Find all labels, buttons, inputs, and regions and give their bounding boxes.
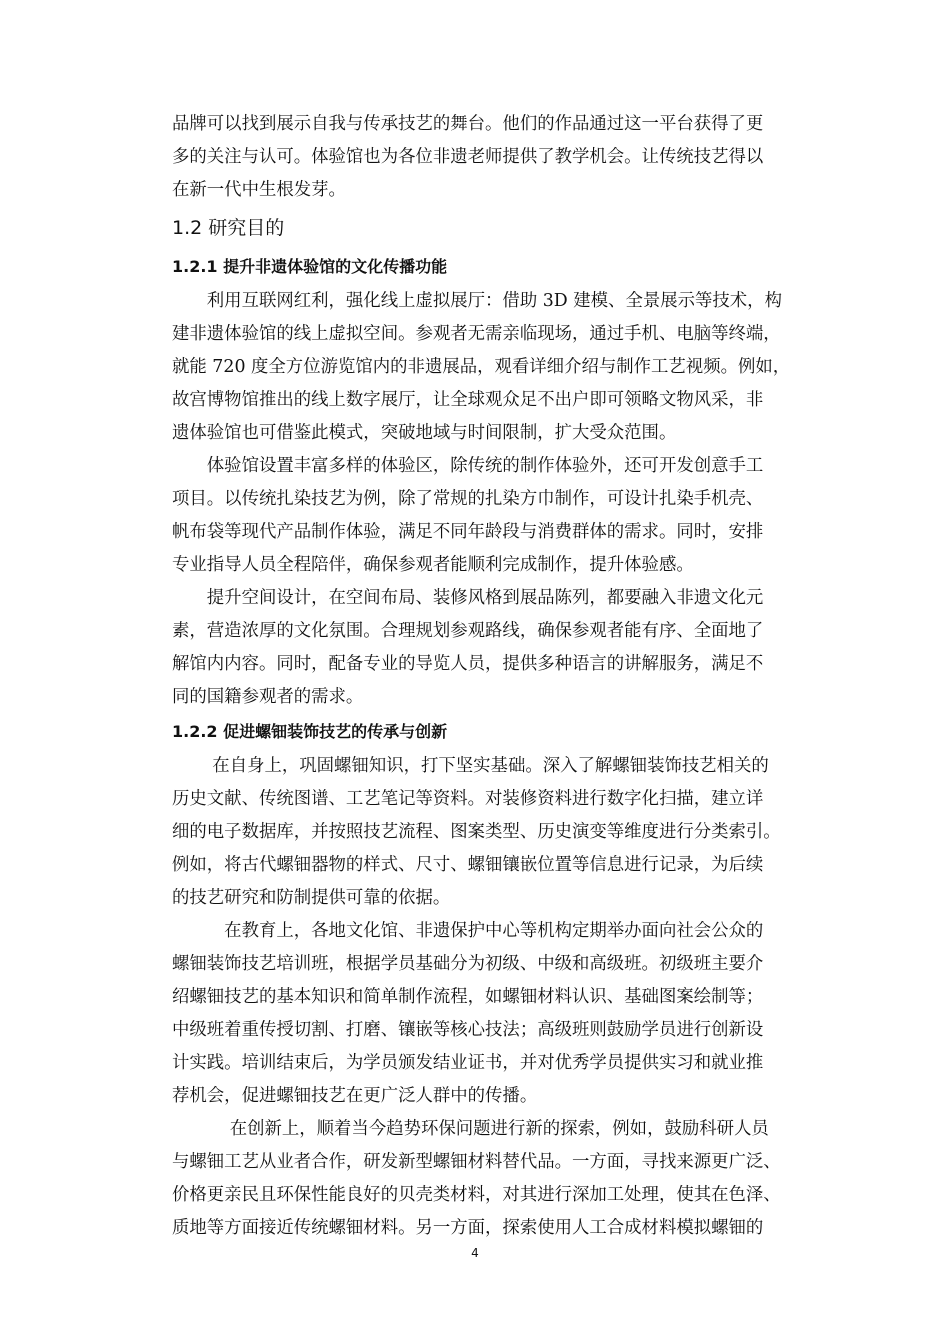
text-line: 中级班着重传授切割、打磨、镶嵌等核心技法；高级班则鼓励学员进行创新设 (172, 1020, 764, 1040)
text-line: 与螺钿工艺从业者合作，研发新型螺钿材料替代品。一方面，寻找来源更广泛、 (172, 1152, 781, 1172)
text-line: 故宫博物馆推出的线上数字展厅，让全球观众足不出户即可领略文物风采，非 (172, 390, 764, 410)
text-line: 历史文献、传统图谱、工艺笔记等资料。对装修资料进行数字化扫描，建立详 (172, 789, 764, 809)
text-line: 螺钿装饰技艺培训班，根据学员基础分为初级、中级和高级班。初级班主要介 (172, 954, 764, 974)
text-line: 建非遗体验馆的线上虚拟空间。参观者无需亲临现场，通过手机、电脑等终端， (172, 324, 781, 344)
text-line: 项目。以传统扎染技艺为例，除了常规的扎染方巾制作，可设计扎染手机壳、 (172, 489, 764, 509)
paragraph-self-knowledge (172, 750, 840, 915)
text-line: 绍螺钿技艺的基本知识和简单制作流程，如螺钿材料认识、基础图案绘制等； (172, 987, 764, 1007)
text-line: 在创新上，顺着当今趋势环保问题进行新的探索，例如，鼓励科研人员 (172, 1119, 769, 1139)
text-line: 素，营造浓厚的文化氛围。合理规划参观路线，确保参观者能有序、全面地了 (172, 621, 764, 641)
text-line: 多的关注与认可。体验馆也为各位非遗老师提供了教学机会。让传统技艺得以 (172, 147, 764, 167)
text-line: 就能 720 度全方位游览馆内的非遗展品，观看详细介绍与制作工艺视频。例如， (172, 357, 791, 377)
text-line: 荐机会，促进螺钿技艺在更广泛人群中的传播。 (172, 1086, 538, 1106)
text-line: 帆布袋等现代产品制作体验，满足不同年龄段与消费群体的需求。同时，安排 (172, 522, 764, 542)
continuation-paragraph (172, 108, 840, 207)
text-line: 质地等方面接近传统螺钿材料。另一方面，探索使用人工合成材料模拟螺钿的 (172, 1218, 764, 1238)
text-line: 专业指导人员全程陪伴，确保参观者能顺利完成制作，提升体验感。 (172, 555, 694, 575)
page-content (172, 108, 840, 1245)
paragraph-virtual-exhibition (172, 285, 840, 450)
text-line: 例如，将古代螺钿器物的样式、尺寸、螺钿镶嵌位置等信息进行记录，为后续 (172, 855, 764, 875)
text-line: 细的电子数据库，并按照技艺流程、图案类型、历史演变等维度进行分类索引。 (172, 822, 781, 842)
text-line: 计实践。培训结束后，为学员颁发结业证书，并对优秀学员提供实习和就业推 (172, 1053, 764, 1073)
paragraph-space-design (172, 582, 840, 714)
text-line: 品牌可以找到展示自我与传承技艺的舞台。他们的作品通过这一平台获得了更 (172, 114, 764, 134)
text-line: 提升空间设计，在空间布局、装修风格到展品陈列，都要融入非遗文化元 (172, 588, 764, 608)
page-number: 4 (471, 1246, 479, 1260)
paragraph-innovation (172, 1113, 840, 1245)
text-line: 遗体验馆也可借鉴此模式，突破地域与时间限制，扩大受众范围。 (172, 423, 677, 443)
text-line: 利用互联网红利，强化线上虚拟展厅：借助 3D 建模、全景展示等技术，构 (172, 291, 782, 311)
paragraph-experience-zones (172, 450, 840, 582)
text-line: 在自身上，巩固螺钿知识，打下坚实基础。深入了解螺钿装饰技艺相关的 (172, 756, 769, 776)
text-line: 解馆内内容。同时，配备专业的导览人员，提供多种语言的讲解服务，满足不 (172, 654, 764, 674)
text-line: 在教育上，各地文化馆、非遗保护中心等机构定期举办面向社会公众的 (172, 921, 764, 941)
text-line: 在新一代中生根发芽。 (172, 180, 346, 200)
text-line: 价格更亲民且环保性能良好的贝壳类材料，对其进行深加工处理，使其在色泽、 (172, 1185, 781, 1205)
subsection-heading-1-2-1: 1.2.1 提升非遗体验馆的文化传播功能 (172, 257, 448, 276)
subsection-heading-1-2-2: 1.2.2 促进螺钿装饰技艺的传承与创新 (172, 722, 448, 741)
section-heading-1-2: 1.2 研究目的 (172, 217, 285, 239)
text-line: 体验馆设置丰富多样的体验区，除传统的制作体验外，还可开发创意手工 (172, 456, 764, 476)
paragraph-education (172, 915, 840, 1113)
text-line: 同的国籍参观者的需求。 (172, 687, 364, 707)
text-line: 的技艺研究和防制提供可靠的依据。 (172, 888, 451, 908)
